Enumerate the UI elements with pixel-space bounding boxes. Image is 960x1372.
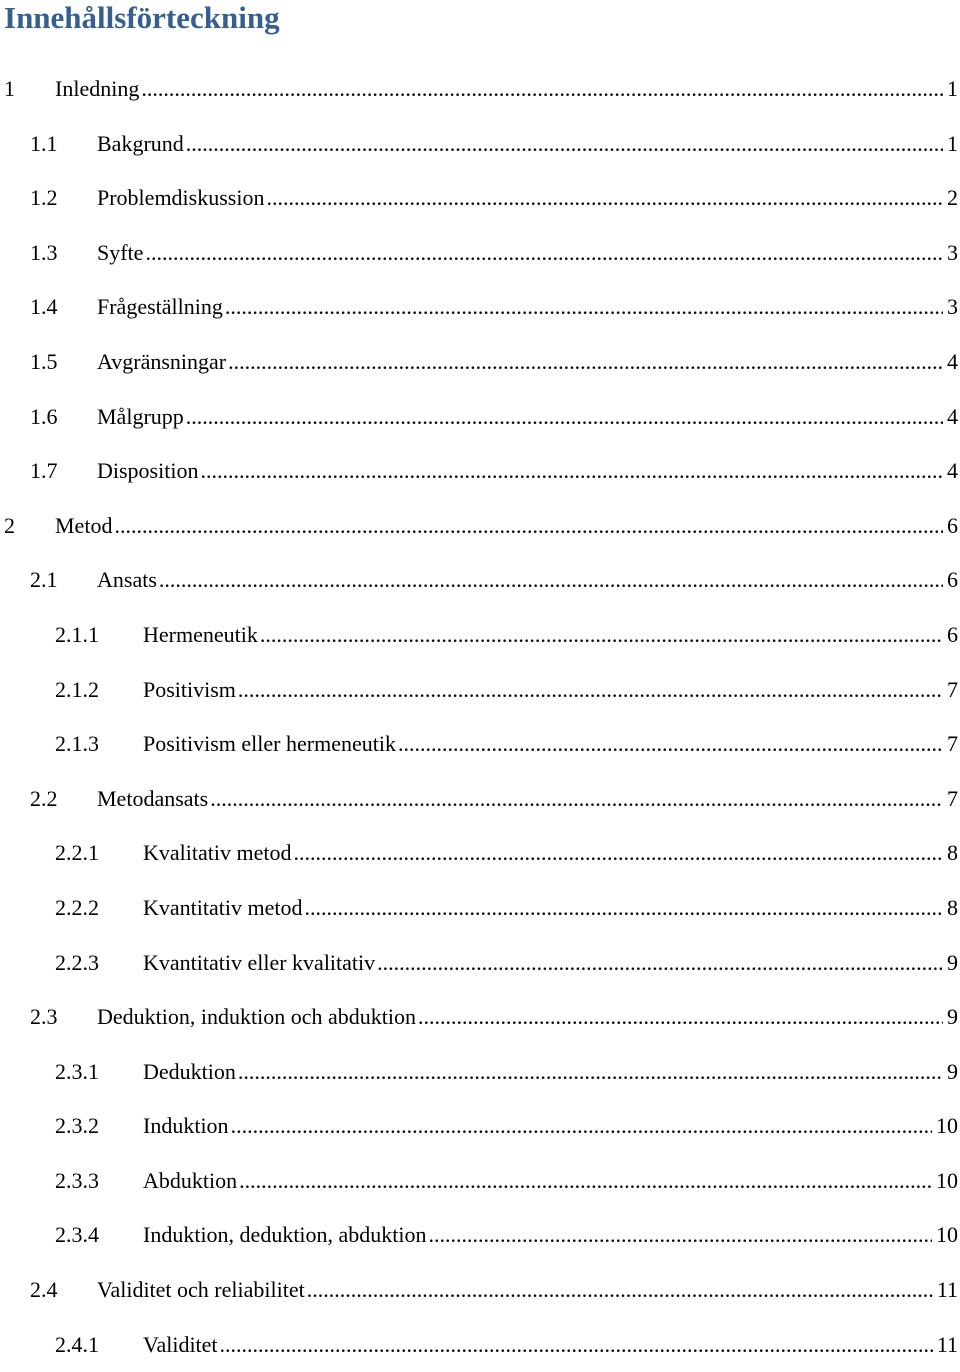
toc-entry-page: 4: [943, 444, 958, 499]
dot-leader: [398, 717, 943, 772]
toc-entry-number: 2.3.2: [55, 1113, 99, 1139]
dot-leader: [225, 280, 943, 335]
toc-entry-line[interactable]: [97, 1263, 958, 1318]
dot-leader: [114, 499, 943, 554]
toc-entry[interactable]: [0, 1099, 960, 1154]
dot-leader: [238, 663, 943, 718]
toc-entry-line[interactable]: [97, 772, 958, 827]
toc-entry-line[interactable]: [97, 990, 958, 1045]
toc-entry-line[interactable]: [143, 936, 958, 991]
dot-leader: [377, 936, 943, 991]
toc-entry-number: 2.1.1: [55, 621, 99, 647]
toc-entry-number: 2: [4, 512, 15, 538]
toc-entry-line[interactable]: [97, 553, 958, 608]
toc-entry-number: 2.3.1: [55, 1058, 99, 1084]
toc-entry-page: 8: [943, 881, 958, 936]
toc-entry-number: 1.6: [30, 403, 58, 429]
toc-entry-label[interactable]: Induktion, deduktion, abduktion: [143, 1208, 429, 1263]
toc-entry-label[interactable]: Disposition: [97, 444, 200, 499]
toc-entry-label[interactable]: Kvalitativ metod: [143, 826, 293, 881]
toc-entry-page: 10: [932, 1154, 958, 1209]
table-of-contents: [0, 62, 960, 1372]
toc-entry-line[interactable]: [143, 608, 958, 663]
toc-entry-line[interactable]: [143, 1318, 958, 1372]
toc-entry-number: 2.3.4: [55, 1222, 99, 1248]
toc-entry-number: 2.3: [30, 1004, 58, 1030]
toc-entry-number: 2.1.3: [55, 731, 99, 757]
toc-entry[interactable]: [0, 826, 960, 881]
toc-entry[interactable]: [0, 1263, 960, 1318]
toc-entry-line[interactable]: [55, 62, 958, 117]
toc-entry-label[interactable]: Positivism eller hermeneutik: [143, 717, 398, 772]
toc-entry-line[interactable]: [97, 444, 958, 499]
toc-entry-page: 6: [943, 608, 958, 663]
toc-entry-label[interactable]: Inledning: [55, 62, 141, 117]
toc-entry-label[interactable]: Metodansats: [97, 772, 210, 827]
toc-entry[interactable]: [0, 553, 960, 608]
dot-leader: [293, 826, 943, 881]
toc-entry[interactable]: [0, 608, 960, 663]
toc-entry-label[interactable]: Deduktion, induktion och abduktion: [97, 990, 418, 1045]
toc-entry-line[interactable]: [97, 390, 958, 445]
toc-entry-label[interactable]: Ansats: [97, 553, 159, 608]
dot-leader: [304, 881, 943, 936]
toc-entry-page: 4: [943, 390, 958, 445]
toc-entry[interactable]: [0, 444, 960, 499]
toc-entry-label[interactable]: Abduktion: [143, 1154, 239, 1209]
dot-leader: [200, 444, 943, 499]
dot-leader: [186, 117, 943, 172]
toc-entry-page: 7: [943, 772, 958, 827]
toc-entry-label[interactable]: Bakgrund: [97, 117, 186, 172]
toc-entry-number: 1.2: [30, 185, 58, 211]
dot-leader: [418, 990, 943, 1045]
toc-entry[interactable]: [0, 663, 960, 718]
dot-leader: [210, 772, 943, 827]
toc-entry-page: 4: [943, 335, 958, 390]
toc-entry-page: 1: [943, 117, 958, 172]
dot-leader: [228, 335, 943, 390]
dot-leader: [260, 608, 943, 663]
toc-entry[interactable]: [0, 226, 960, 281]
toc-entry-number: 1: [4, 76, 15, 101]
toc-entry[interactable]: [0, 1045, 960, 1100]
toc-entry-line[interactable]: [143, 1099, 958, 1154]
toc-entry-page: 9: [943, 1045, 958, 1100]
toc-entry[interactable]: [0, 499, 960, 554]
toc-entry-page: 11: [933, 1318, 958, 1372]
toc-entry-number: 1.5: [30, 348, 58, 374]
toc-entry[interactable]: [0, 717, 960, 772]
dot-leader: [238, 1045, 943, 1100]
toc-entry[interactable]: [0, 936, 960, 991]
toc-entry-line[interactable]: [143, 717, 958, 772]
toc-entry-number: 2.2.3: [55, 949, 99, 975]
toc-entry[interactable]: [0, 881, 960, 936]
toc-entry[interactable]: [0, 335, 960, 390]
toc-entry-number: 2.1.2: [55, 676, 99, 702]
toc-entry-label[interactable]: Kvantitativ metod: [143, 881, 304, 936]
toc-entry-line[interactable]: [143, 663, 958, 718]
toc-entry-line[interactable]: [143, 881, 958, 936]
toc-entry-number: 2.3.3: [55, 1167, 99, 1193]
toc-entry-page: 9: [943, 990, 958, 1045]
toc-entry-number: 2.2.2: [55, 894, 99, 920]
toc-entry[interactable]: [0, 1208, 960, 1263]
dot-leader: [186, 390, 943, 445]
toc-entry-page: 6: [943, 499, 958, 554]
toc-entry-label[interactable]: Hermeneutik: [143, 608, 260, 663]
dot-leader: [141, 62, 943, 117]
toc-entry[interactable]: [0, 390, 960, 445]
toc-entry[interactable]: [0, 117, 960, 172]
toc-entry-label[interactable]: Deduktion: [143, 1045, 238, 1100]
toc-entry-page: 3: [943, 280, 958, 335]
toc-entry-label[interactable]: Frågeställning: [97, 280, 225, 335]
dot-leader: [429, 1208, 932, 1263]
toc-entry-page: 6: [943, 553, 958, 608]
toc-entry[interactable]: [0, 990, 960, 1045]
toc-entry-page: 8: [943, 826, 958, 881]
toc-entry-number: 1.7: [30, 458, 58, 484]
toc-entry[interactable]: [0, 1154, 960, 1209]
toc-entry-number: 2.1: [30, 567, 58, 593]
toc-entry-label[interactable]: Problemdiskussion: [97, 171, 266, 226]
toc-entry-page: 9: [943, 936, 958, 991]
dot-leader: [266, 171, 943, 226]
toc-entry-line[interactable]: [97, 171, 958, 226]
toc-entry-line[interactable]: [55, 499, 958, 554]
dot-leader: [231, 1099, 932, 1154]
toc-entry[interactable]: [0, 280, 960, 335]
toc-entry-label[interactable]: Avgränsningar: [97, 335, 228, 390]
toc-entry-label[interactable]: Positivism: [143, 663, 238, 718]
toc-entry-number: 2.4.1: [55, 1331, 99, 1357]
dot-leader: [239, 1154, 932, 1209]
toc-heading: Innehållsförteckning: [4, 0, 280, 35]
toc-entry-label[interactable]: Målgrupp: [97, 390, 186, 445]
toc-entry-label[interactable]: Metod: [55, 499, 114, 554]
toc-entry-page: 7: [943, 717, 958, 772]
toc-entry-page: 3: [943, 226, 958, 281]
toc-entry-page: 11: [933, 1263, 958, 1318]
toc-entry-page: 10: [932, 1208, 958, 1263]
toc-entry-line[interactable]: [143, 826, 958, 881]
toc-entry-line[interactable]: [97, 280, 958, 335]
toc-entry-page: 2: [943, 171, 958, 226]
toc-entry-number: 2.4: [30, 1277, 58, 1303]
toc-entry-label[interactable]: Induktion: [143, 1099, 231, 1154]
toc-entry-number: 1.3: [30, 239, 58, 265]
toc-entry-page: 1: [943, 62, 958, 117]
toc-entry-line[interactable]: [97, 226, 958, 281]
toc-entry-page: 7: [943, 663, 958, 718]
toc-entry-page: 10: [932, 1099, 958, 1154]
toc-entry-number: 1.4: [30, 294, 58, 320]
dot-leader: [159, 553, 943, 608]
toc-entry-line[interactable]: [143, 1208, 958, 1263]
toc-entry-label[interactable]: Validitet och reliabilitet: [97, 1263, 307, 1318]
dot-leader: [145, 226, 943, 281]
toc-entry[interactable]: [0, 772, 960, 827]
toc-entry-line[interactable]: [97, 335, 958, 390]
toc-entry-label[interactable]: Kvantitativ eller kvalitativ: [143, 936, 377, 991]
dot-leader: [220, 1318, 933, 1372]
toc-entry-number: 2.2: [30, 785, 58, 811]
toc-entry-line[interactable]: [97, 117, 958, 172]
toc-entry-line[interactable]: [143, 1154, 958, 1209]
toc-entry-label[interactable]: Validitet: [143, 1318, 220, 1372]
dot-leader: [307, 1263, 933, 1318]
toc-entry[interactable]: [0, 1318, 960, 1372]
toc-entry-label[interactable]: Syfte: [97, 226, 145, 281]
toc-entry-line[interactable]: [143, 1045, 958, 1100]
toc-entry[interactable]: [0, 171, 960, 226]
toc-entry-number: 1.1: [30, 130, 58, 156]
toc-entry[interactable]: [0, 62, 960, 117]
toc-entry-number: 2.2.1: [55, 840, 99, 866]
